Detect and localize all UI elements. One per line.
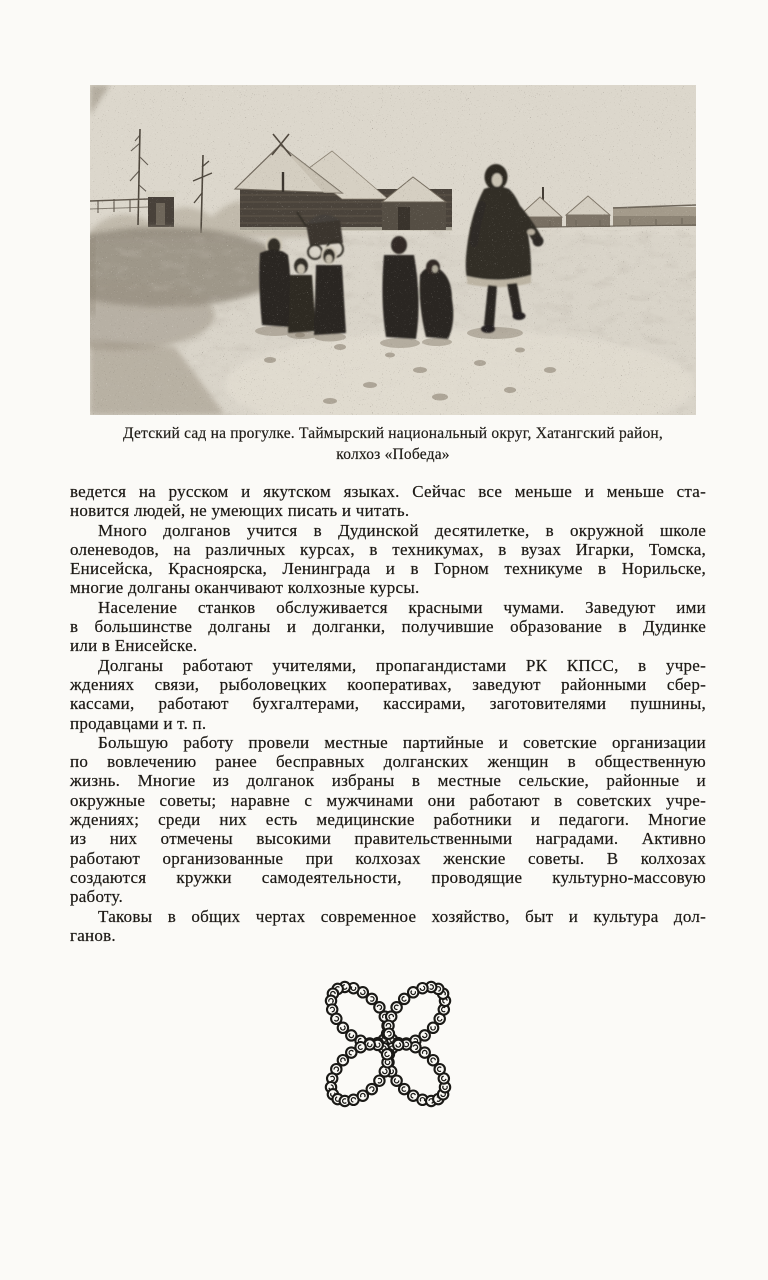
text-line: создаются кружки самодеятельности, проводящие культурно-массовую — [70, 867, 706, 887]
text-line: ждениях; среди них есть медицинские работники и педагоги. Многие — [70, 810, 706, 830]
caption-line: Детский сад на прогулке. Таймырский национальный округ, Хатангский район, — [122, 425, 663, 442]
text-line: новится людей, не умеющих писать и читать. — [70, 501, 410, 521]
text-line: ганов. — [70, 925, 116, 945]
paragraph — [70, 482, 706, 521]
text-line: ждениях связи, рыболовецких кооперативах, заведуют районными сбер- — [70, 674, 706, 694]
text-line: Большую работу провели местные партийные и советские организации — [98, 732, 706, 752]
paragraph — [70, 598, 706, 656]
text-line: или в Енисейске. — [70, 636, 198, 656]
article-text — [70, 482, 706, 945]
bead — [393, 1040, 403, 1050]
paragraph — [70, 733, 706, 907]
text-line: по вовлечению ранее бесправных долганских женщин в общественную — [70, 752, 706, 772]
text-line: ведется на русском и якутском языках. Сейчас все меньше и меньше ста- — [70, 482, 706, 501]
paragraph — [70, 521, 706, 598]
text-line: Долганы работают учителями, пропагандистами РК КПСС, в учре- — [98, 655, 706, 675]
text-line: Таковы в общих чертах современное хозяйство, быт и культура дол- — [98, 906, 706, 926]
text-line: продавцами и т. п. — [70, 713, 207, 733]
text-line: кассами, работают бухгалтерами, кассирами, заготовителями пушнины, — [70, 694, 706, 714]
text-line: Енисейска, Красноярска, Ленинграда и в Горном техникуме в Норильске, — [70, 559, 706, 579]
text-line: многие долганы оканчивают колхозные курсы. — [70, 578, 420, 598]
bead-rosette-svg — [303, 962, 473, 1126]
text-line: в большинстве долганы и долганки, получившие образование в Дудинке — [70, 617, 706, 637]
text-line: окружные советы; наравне с мужчинами они работают в советских учре- — [70, 790, 706, 810]
text-line: оленеводов, на различных курсах, в техникумах, в вузах Игарки, Томска, — [70, 539, 706, 559]
text-line: работу. — [70, 887, 123, 907]
text-line: Население станков обслуживается красными чумами. Заведуют ими — [98, 597, 706, 617]
paragraph — [70, 656, 706, 733]
bead — [382, 1049, 392, 1059]
beadwork-rosette-ornament — [303, 962, 473, 1126]
photo-scene — [90, 85, 696, 415]
film-grain-light — [90, 85, 696, 415]
bead — [384, 1029, 394, 1039]
photograph — [90, 85, 696, 415]
paragraph — [70, 907, 706, 946]
text-line: Много долганов учится в Дудинской десятилетке, в окружной школе — [98, 520, 706, 540]
text-line: из них отмечены высокими правительственными наградами. Активно — [70, 829, 706, 849]
caption-line: колхоз «Победа» — [336, 445, 450, 463]
text-line: работают организованные при колхозах женские советы. В колхозах — [70, 848, 706, 868]
photo-caption — [90, 424, 696, 465]
text-line: жизнь. Многие из долганок избраны в местные сельские, районные и — [70, 771, 706, 791]
